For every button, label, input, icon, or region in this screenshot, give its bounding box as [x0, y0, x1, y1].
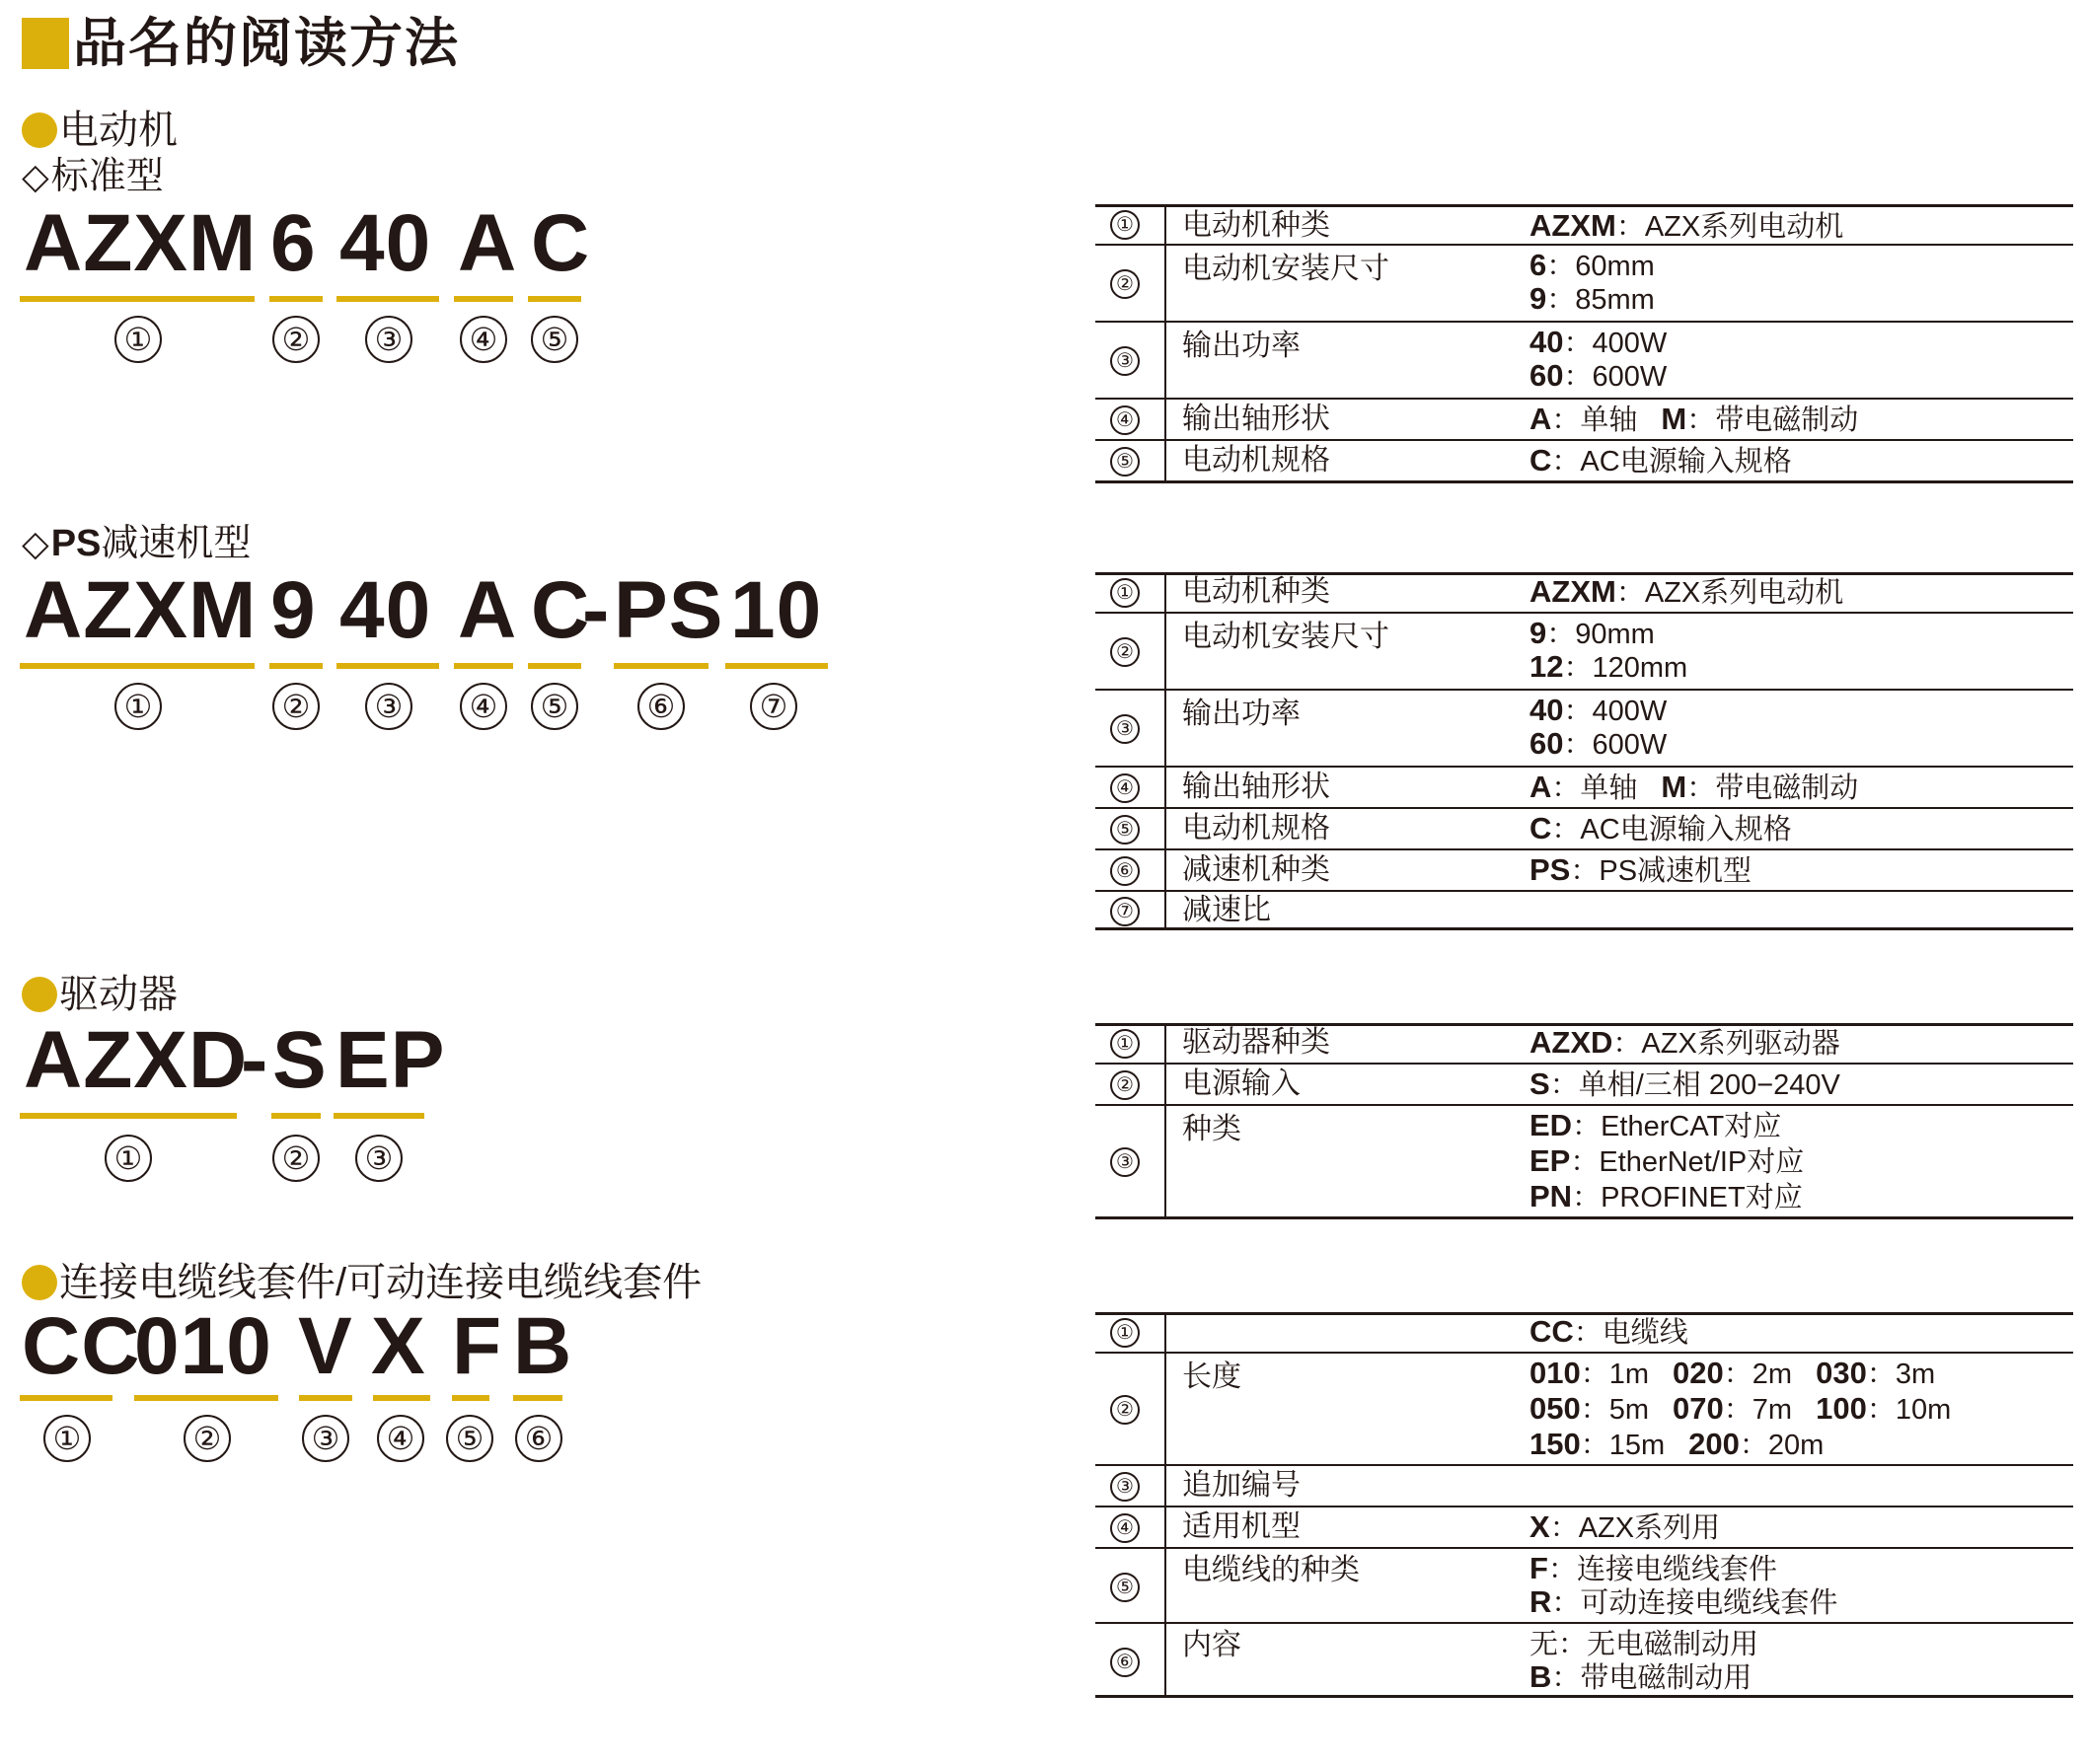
- table-row: ④ 输出轴形状 A：单轴 M：带电磁制动: [1095, 768, 2073, 807]
- position-marker: ④: [460, 683, 507, 730]
- position-marker: ⑥: [637, 683, 685, 730]
- code-part: AZXM: [24, 565, 258, 655]
- code-part: CC: [22, 1301, 141, 1391]
- position-marker: ②: [184, 1415, 231, 1462]
- code-part: PS: [614, 565, 724, 655]
- motor-heading: [22, 107, 178, 154]
- table-row: ① 驱动器种类 AZXD：AZX系列驱动器: [1095, 1023, 2073, 1063]
- table-row: ③ 种类 ED：EtherCAT对应 EP：EtherNet/IP对应 PN：PROFINET对应: [1095, 1106, 2073, 1216]
- table-row: ① CC：电缆线: [1095, 1312, 2073, 1352]
- position-marker: ③: [365, 683, 412, 730]
- ps-heading: [22, 521, 251, 566]
- position-marker: ②: [272, 1135, 320, 1182]
- code-dash: -: [241, 1015, 269, 1105]
- table-row: ⑤ 电缆线的种类 F：连接电缆线套件 R：可动连接电缆线套件: [1095, 1549, 2073, 1622]
- cable-heading-text: 连接电缆线套件/可动连接电缆线套件: [59, 1261, 703, 1304]
- diamond-icon: ◇: [22, 156, 49, 196]
- standard-heading: [22, 154, 164, 199]
- code-underline: [20, 1113, 237, 1119]
- position-marker: ③: [302, 1415, 349, 1462]
- bullet-dot-icon: [22, 977, 57, 1012]
- position-marker: ①: [105, 1135, 152, 1182]
- table-row: ⑥ 减速机种类 PS：PS减速机型: [1095, 850, 2073, 890]
- diamond-icon: ◇: [22, 523, 49, 563]
- position-marker: ①: [43, 1415, 91, 1462]
- code-part: AZXM: [24, 198, 258, 288]
- ps-spec-table: [1095, 572, 2073, 929]
- table-row: ② 电动机安装尺寸 9：90mm 12：120mm: [1095, 614, 2073, 689]
- ps-heading-text: 减速机型: [101, 523, 252, 564]
- code-part: 40: [339, 198, 432, 288]
- table-row: ② 电动机安装尺寸 6：60mm 9：85mm: [1095, 246, 2073, 321]
- table-row: ① 电动机种类 AZXM：AZX系列电动机: [1095, 204, 2073, 244]
- bullet-dot-icon: [22, 112, 57, 148]
- code-underline: [614, 663, 708, 669]
- code-underline: [725, 663, 828, 669]
- motor-heading-text: 电动机: [59, 109, 178, 152]
- code-part: S: [272, 1015, 328, 1105]
- standard-spec-table: [1095, 204, 2073, 482]
- table-row: ① 电动机种类 AZXM：AZX系列电动机: [1095, 572, 2073, 612]
- position-marker: ②: [272, 316, 320, 363]
- ps-heading-prefix: PS: [50, 523, 102, 564]
- code-part: A: [458, 565, 518, 655]
- page-title-text: 品名的阅读方法: [73, 14, 460, 73]
- code-part: C: [531, 198, 591, 288]
- code-part: 10: [730, 565, 823, 655]
- code-underline: [528, 296, 581, 302]
- position-marker: ①: [114, 316, 162, 363]
- code-part: 6: [270, 198, 317, 288]
- position-marker: ①: [114, 683, 162, 730]
- position-marker: ④: [377, 1415, 424, 1462]
- table-row: ② 电源输入 S：单相/三相 200−240V: [1095, 1065, 2073, 1104]
- code-underline: [299, 1395, 352, 1401]
- position-marker: ⑤: [446, 1415, 493, 1462]
- code-part: 40: [339, 565, 432, 655]
- table-row: ③ 输出功率 40：400W 60：600W: [1095, 323, 2073, 398]
- table-row: ③ 输出功率 40：400W 60：600W: [1095, 691, 2073, 766]
- code-underline: [336, 296, 439, 302]
- position-marker: ⑤: [531, 316, 578, 363]
- code-underline: [454, 296, 513, 302]
- code-underline: [373, 1395, 430, 1401]
- code-underline: [20, 1395, 112, 1401]
- driver-heading-text: 驱动器: [59, 973, 178, 1016]
- position-marker: ④: [460, 316, 507, 363]
- code-underline: [271, 1113, 321, 1119]
- cable-heading: [22, 1259, 702, 1306]
- code-part: B: [513, 1301, 573, 1391]
- code-underline: [454, 663, 513, 669]
- table-row: ④ 适用机型 X：AZX系列用: [1095, 1507, 2073, 1547]
- position-marker: ②: [272, 683, 320, 730]
- table-row: ⑤ 电动机规格 C：AC电源输入规格: [1095, 441, 2073, 480]
- code-underline: [452, 1395, 489, 1401]
- code-underline: [513, 1395, 562, 1401]
- position-marker: ③: [355, 1135, 403, 1182]
- code-underline: [20, 296, 255, 302]
- code-part: AZXD: [24, 1015, 249, 1105]
- code-part: A: [458, 198, 518, 288]
- code-part: F: [452, 1301, 503, 1391]
- code-underline: [269, 663, 323, 669]
- position-marker: ⑦: [750, 683, 797, 730]
- code-part: 9: [270, 565, 317, 655]
- code-part: C: [531, 565, 591, 655]
- position-marker: ⑤: [531, 683, 578, 730]
- driver-spec-table: [1095, 1023, 2073, 1218]
- code-part: X: [371, 1301, 426, 1391]
- table-row: ⑦ 减速比: [1095, 892, 2073, 929]
- code-underline: [528, 663, 581, 669]
- code-part: 010: [134, 1301, 272, 1391]
- driver-heading: [22, 971, 178, 1018]
- code-part: EP: [336, 1015, 446, 1105]
- code-underline: [269, 296, 323, 302]
- table-row: ④ 输出轴形状 A：单轴 M：带电磁制动: [1095, 400, 2073, 439]
- page-title: [22, 14, 460, 73]
- standard-heading-text: 标准型: [50, 156, 164, 197]
- code-part: V: [298, 1301, 353, 1391]
- code-dash: -: [582, 565, 611, 655]
- position-marker: ⑥: [515, 1415, 562, 1462]
- title-square-icon: [22, 18, 69, 69]
- code-underline: [336, 663, 439, 669]
- position-marker: ③: [365, 316, 412, 363]
- code-underline: [134, 1395, 278, 1401]
- table-row: ⑤ 电动机规格 C：AC电源输入规格: [1095, 809, 2073, 848]
- code-underline: [334, 1113, 424, 1119]
- table-row: ③ 追加编号: [1095, 1466, 2073, 1506]
- bullet-dot-icon: [22, 1265, 57, 1300]
- table-row: ② 长度 010：1m 020：2m 030：3m 050：5m 070：7m 100：10m 150：15m 200：20m: [1095, 1354, 2073, 1464]
- cable-spec-table: [1095, 1312, 2073, 1697]
- table-row: ⑥ 内容 无：无电磁制动用 B：带电磁制动用: [1095, 1624, 2073, 1695]
- code-underline: [20, 663, 255, 669]
